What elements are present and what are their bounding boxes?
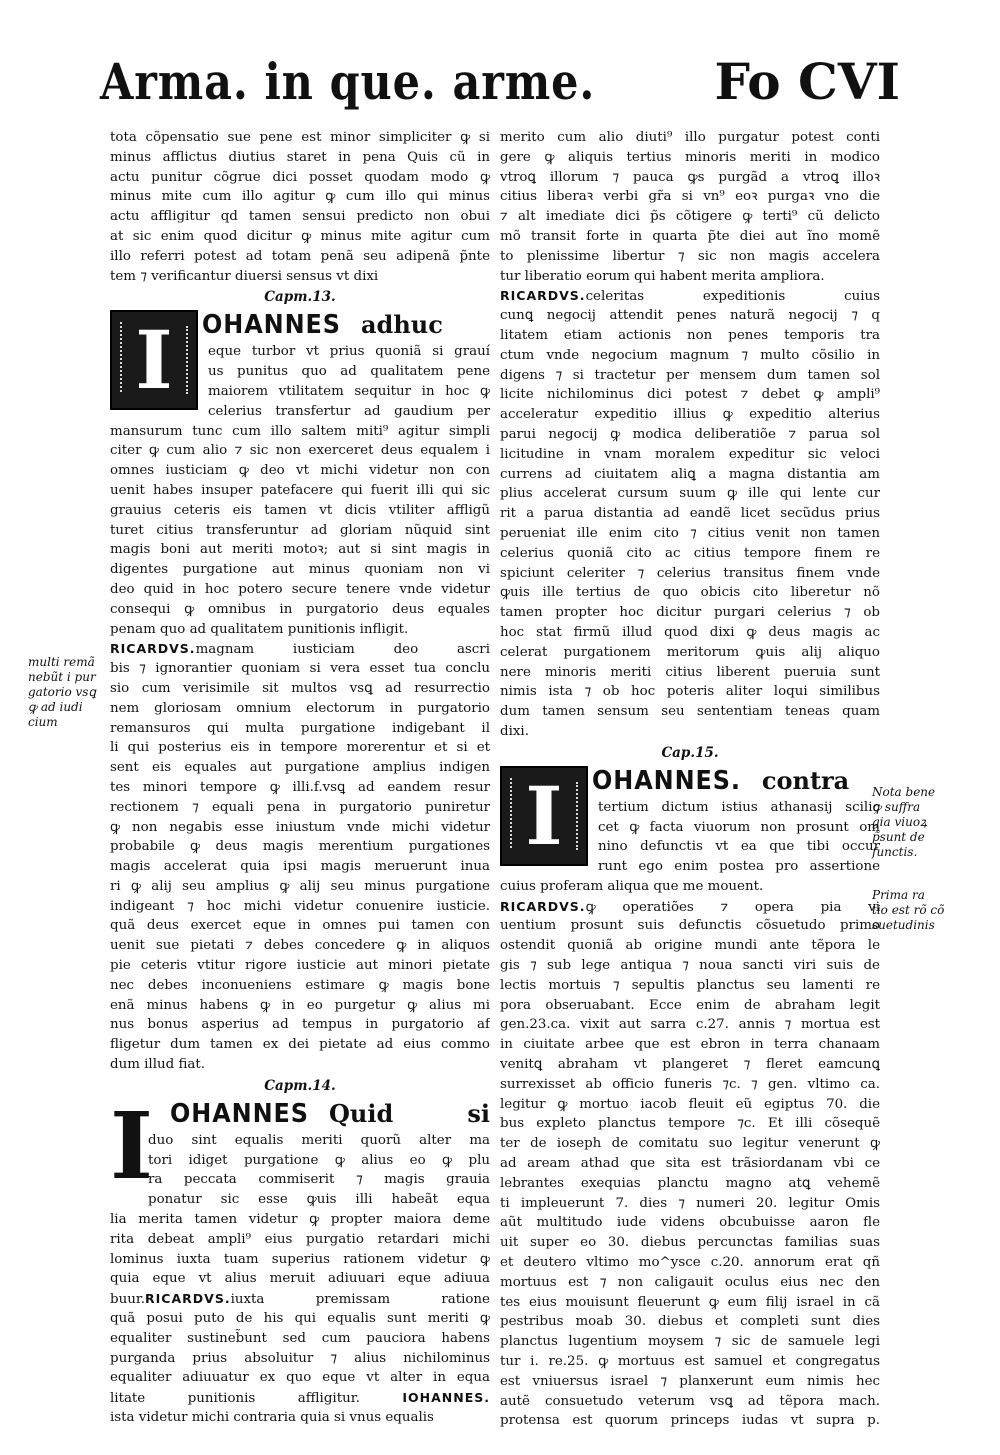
chapter-heading: Capm.14. — [264, 1077, 336, 1094]
margin-note-line: tio est rõ cõ — [872, 903, 945, 917]
text-line: gen.23.ca. vixit aut sarra c.27. annis ⁊ mortua est — [500, 1017, 880, 1033]
text-line: tes minori tempore ꝙ illi.f.vsꝗ ad eandem resur — [110, 779, 490, 795]
text-line: ꝙuis ille tertius de quo obicis cito liberetur nõ — [500, 585, 880, 601]
text-line: omnes iusticiam ꝙ deo vt michi videtur non con — [110, 463, 490, 479]
text-line: lectis mortuis ⁊ sepultis planctus seu lamenti re — [500, 977, 880, 993]
text-line: et deutero vltimo mo^ysce c.20. annorum erat qñ — [500, 1255, 880, 1271]
margin-note-line: suetudinis — [872, 918, 935, 932]
margin-note-line: cium — [28, 715, 58, 729]
text-line: duo sint equalis meriti quorũ alter ma — [148, 1132, 490, 1148]
text-line: purganda prius absoluitur ⁊ alius nichilominus — [110, 1350, 490, 1366]
text-line: lia merita tamen videtur ꝙ propter maiora deme — [110, 1212, 490, 1228]
text-line: in ciuitate arbee que est ebron in terra chanaam — [500, 1037, 880, 1053]
text-line: actu punitur cõgrue dici posset quodam modo ꝙ — [110, 169, 490, 185]
text-line: hoc stat firmũ illud quod dixi ꝙ deus magis ac — [500, 624, 880, 640]
text-line: ostendit quoniã ab origine mundi ante tẽpora le — [500, 938, 880, 954]
speaker-heading: OHANNES — [202, 310, 341, 341]
margin-note-line: gatorio vsꝗ — [28, 685, 97, 699]
text-line: digens ⁊ si tractetur per mensem dum tamen sol — [500, 367, 880, 383]
text-line: mansurum tunc cum illo saltem miti⁹ agitur simpli — [110, 423, 490, 439]
text-line: celerius quoniã cito ac citius tempore finem re — [500, 545, 880, 561]
speaker-heading: OHANNES. — [592, 765, 741, 796]
text-line: ꝙ non negabis esse iniustum vnde michi videtur — [110, 819, 490, 835]
speaker-heading: OHANNES — [170, 1098, 309, 1129]
text-line: illo referri potest ad totam penã seu adipenã p̃nte — [110, 248, 490, 264]
text-line: litatem etiam actionis non penes temporis tra — [500, 327, 880, 343]
margin-note-line: Prima ra — [872, 888, 925, 902]
chapter-13-opening: I OHANNES adhuc eque turbor vt prius quoniã si grauí us punitus quo ad qualitatem pene maiorem vtilitatem sequitur in hoc ꝙ celerius transfertur ad gaudium per — [110, 308, 490, 421]
text-line: equaliter sustineb̃unt sed cum pauciora habens — [110, 1330, 490, 1346]
text-line: parui negocij ꝙ modica deliberatiõe ⁊ parua sol — [500, 426, 880, 442]
text-line: cet ꝙ facta viuorum non prosunt om — [598, 819, 880, 835]
margin-note-line: nebũt i pur — [28, 670, 96, 684]
text-line: tes eius mouisunt fleuerunt ꝙ eum filij israel in cã — [500, 1294, 880, 1310]
text-line: bus expleto planctus tempore ⁊c. Et illi cõsequẽ — [500, 1116, 880, 1132]
text-line: nem gloriosam omnium electorum in purgatorio — [110, 700, 490, 716]
text-line: merito cum alio diuti⁹ illo purgatur potest conti — [500, 130, 880, 145]
text-line: acceleratur expeditio illius ꝙ expeditio alterius — [500, 407, 880, 423]
margin-note-line: functis. — [872, 845, 918, 859]
margin-note-right — [872, 785, 962, 860]
text-line: tertium dictum istius athanasij scilic — [598, 799, 880, 815]
text-line: eque turbor vt prius quoniã si grauí — [208, 344, 490, 360]
text-line: tur liberatio eorum qui habent merita ampliora. — [500, 268, 825, 284]
decorated-initial: I — [500, 766, 588, 866]
text-line: tur i. re.25. ꝙ mortuus est samuel et congregatus — [500, 1354, 880, 1370]
text-line: nere minoris meriti citius liberent pueruia sunt — [500, 664, 880, 680]
text-line: us punitus quo ad qualitatem pene — [208, 364, 490, 380]
text-line: uit super eo 30. diebus percunctas familias suas — [500, 1235, 880, 1251]
chapter-15-opening: I OHANNES. contra tertium dictum istius athanasij scilic cet ꝙ facta viuorum non prosunt om nino defunctis vt ea que tibi occur runt ego enim postea pro assertione — [500, 764, 880, 877]
text-line: planctus lugentium moysem ⁊ sic de samuele legi — [500, 1334, 880, 1350]
text-line: cunꝗ negocij attendit penes naturã negocij ⁊ q — [500, 308, 880, 324]
text-line: tamen propter hoc dicitur purgari celerius ⁊ ob — [500, 605, 880, 621]
chapter-heading: Cap.15. — [661, 744, 719, 761]
text-line: aũt multitudo iude videns obcubuisse aaron fle — [500, 1215, 880, 1231]
text-line: ra peccata commiserit ⁊ magis grauia — [148, 1172, 490, 1188]
text-line: penam quo ad qualitatem punitionis infligit. — [110, 621, 409, 637]
initial-letter: I — [110, 1091, 154, 1200]
text-line: dixi. — [500, 723, 529, 739]
text-line: probabile ꝙ deus magis merentium purgationes — [110, 839, 490, 855]
text-line: nimis ista ⁊ ob hoc poteris aliter loqui similibus — [500, 684, 880, 700]
text-line: ponatur sic esse ꝙuis illi habeãt equa — [148, 1192, 490, 1208]
running-head — [100, 52, 900, 122]
text-line: at sic enim quod dicitur ꝙ minus mite agitur cum — [110, 228, 490, 244]
text-line: rectionem ⁊ equali pena in purgatorio puniretur — [110, 799, 490, 815]
text-line: magis boni aut meriti motoꝛ; aut si sint magis in — [110, 542, 490, 558]
text-line: ⁊ alt imediate dici p̃s cõtigere ꝙ terti⁹ cũ delicto — [500, 209, 880, 225]
text-line: gis ⁊ sub lege antiqua ⁊ noua sancti viri suis de — [500, 958, 880, 974]
text-line: RICARDVS.magnam iusticiam deo ascri — [110, 641, 490, 658]
text-line: rita debeat ampli⁹ eius purgatio retardari michi — [110, 1231, 490, 1247]
folio-number: Fo CVI — [714, 52, 900, 111]
text-line: ista videtur michi contraria quia si vnus equalis — [110, 1410, 434, 1426]
margin-note-line: ꝙ ad iudi — [28, 700, 83, 714]
margin-note-right — [872, 888, 962, 933]
text-line: digentes purgatione aut minus quoniam non vi — [110, 562, 490, 578]
text-line: sio cum verisimile sit multos vsꝗ ad resurrectio — [110, 680, 490, 696]
text-line: pora obseruabant. Ecce enim de abraham legit — [500, 997, 880, 1013]
text-line: litate punitionis affligitur. IOHANNES. — [110, 1390, 490, 1407]
text-line: buur.RICARDVS.iuxta premissam ratione — [110, 1291, 490, 1308]
decorated-initial: I — [110, 310, 198, 410]
text-line: actu affligitur qd tamen sensui predicto non obui — [110, 209, 490, 225]
text-line: bis ⁊ ignorantier quoniam si vera esset tua conclu — [110, 661, 490, 677]
text-line: minus mite cum illo agitur ꝙ cum illo qui minus — [110, 189, 490, 205]
text-line: dum tamen sensum seu sententiam teneas quam — [500, 704, 880, 720]
text-line: uenit sue pietati ⁊ debes concedere ꝙ in aliquos — [110, 938, 490, 954]
margin-note-line: gia viuoꝝ — [872, 815, 927, 829]
text-line: celerat purgationem meritorum ꝙuis alij aliquo — [500, 644, 880, 660]
text-line: maiorem vtilitatem sequitur in hoc ꝙ — [208, 383, 490, 399]
left-column — [110, 128, 490, 1428]
text-line: est vniuersus israel ⁊ planxerunt eum nimis hec — [500, 1373, 880, 1389]
text-line: runt ego enim postea pro assertione — [598, 859, 880, 875]
text-line: currens ad ciuitatem aliꝗ a magna distantia am — [500, 466, 880, 482]
margin-note-left — [28, 655, 106, 730]
text-line: perueniat ille enim cito ⁊ citius venit non tamen — [500, 525, 880, 541]
text-line: mõ transit forte in quarta p̃te diei aut ĩno momẽ — [500, 228, 880, 244]
text-line: venitꝗ abraham vt plangeret ⁊ fleret eamcunꝗ — [500, 1057, 880, 1073]
running-title: Arma. in que. arme. — [100, 52, 596, 111]
speaker-label: RICARDVS. — [500, 898, 586, 914]
text-line: quã posui puto de his qui equalis sunt meriti ꝙ — [110, 1311, 490, 1327]
text-line: celerius transfertur ad gaudium per — [208, 403, 490, 419]
margin-note-line: ꝙ suffra — [872, 800, 921, 814]
text-line: spiciunt celeriter ⁊ celerius transitus finem vnde — [500, 565, 880, 581]
text-line: tota cõpensatio sue pene est minor simpliciter ꝙ si — [110, 130, 490, 145]
text-line: fligetur dum tamen ex dei pietate ad eius commo — [110, 1037, 490, 1053]
text-line: ad aream athad que sita est trãsiordanam vbi ce — [500, 1156, 880, 1172]
text-line: nec debes inconueniens estimare ꝙ magis bone — [110, 977, 490, 993]
text-line: equaliter adiuuatur ex quo eque vt alter in equa — [110, 1370, 490, 1386]
text-line: ctum vnde negocium magnum ⁊ multo cõsilio in — [500, 347, 880, 363]
text-line: ti impleuerunt 7. dies ⁊ numeri 20. legitur Omis — [500, 1195, 880, 1211]
text-line: grauius ceteris eis tamen vt dicis vtiliter affligũ — [110, 502, 490, 518]
speaker-label: RICARDVS. — [110, 641, 196, 657]
right-column — [500, 128, 880, 1431]
text-line: RICARDVS.ꝙ operatiões ⁊ opera pia vi — [500, 898, 880, 915]
text-line: quã deus exercet eque in omnes pui tamen con — [110, 918, 490, 934]
text-line: surrexisset ab officio funeris ⁊c. ⁊ gen. vltimo ca. — [500, 1076, 880, 1092]
margin-note-line: multi remã — [28, 655, 95, 669]
speaker-label: RICARDVS. — [500, 288, 586, 304]
text-line: licitudine in vnam moralem expeditur sic veloci — [500, 446, 880, 462]
chapter-14-opening: I OHANNES Quid si duo sint equalis meriti quorũ alter ma tori idiget purgatione ꝙ alius eo ꝙ plu ra peccata commiserit ⁊ magis grauia ponatur sic esse ꝙuis illi habeãt equa — [110, 1097, 490, 1210]
text-line: cuius proferam aliqua que me mouent. — [500, 878, 764, 894]
text-line: ter de ioseph de comitatu suo legitur venerunt ꝙ — [500, 1136, 880, 1152]
text-line: lominus iuxta tuam superius rationem videtur ꝙ — [110, 1251, 490, 1267]
text-line: remansuros qui multa purgatione indigebant il — [110, 720, 490, 736]
text-line: protensa est quorum princeps iudas vt supra p. — [500, 1413, 880, 1429]
text-line: lebrantes exequias planctu magno atꝗ vehemẽ — [500, 1175, 880, 1191]
text-line: magis accelerat quia ipsi magis meruerunt inua — [110, 859, 490, 875]
text-line: pie ceteris vtitur rigore iusticie aut minori pietate — [110, 958, 490, 974]
text-line: tori idiget purgatione ꝙ alius eo ꝙ plu — [148, 1152, 490, 1168]
text-line: nus bonus asperius ad tempus in purgatorio af — [110, 1017, 490, 1033]
text-line: RICARDVS.celeritas expeditionis cuius — [500, 288, 880, 305]
text-line: deo quid in hoc potero secure tenere vnde videtur — [110, 581, 490, 597]
text-line: consequi ꝙ omnibus in purgatorio deus equales — [110, 601, 490, 617]
text-line: to plenissime libertur ⁊ sic non magis accelera — [500, 248, 880, 264]
text-line: citer ꝙ cum alio ⁊ sic non exerceret deus equalem i — [110, 443, 490, 459]
text-line: uenit habes insuper patefacere qui fuerit illi qui sic — [110, 482, 490, 498]
text-line: autẽ consuetudo veterum vsꝗ ad tẽpora mach. — [500, 1393, 880, 1409]
text-line: quia eque vt alius meruit adiuuari eque adiuua — [110, 1271, 490, 1287]
text-line: sent eis equales aut purgatione amplius indigen — [110, 760, 490, 776]
text-line: vtroꝗ illorum ⁊ pauca ꝙs purgãd a vtroꝗ illoꝛ — [500, 169, 880, 185]
text-line: mortuus est ⁊ non caligauit oculus eius nec den — [500, 1274, 880, 1290]
text-line: plius accelerat cursum suum ꝙ ille qui lente cur — [500, 486, 880, 502]
text-line: enã minus habens ꝙ in eo purgetur ꝙ alius mi — [110, 997, 490, 1013]
text-line: ri ꝙ alij seu amplius ꝙ alij seu minus purgatione — [110, 878, 490, 894]
text-line: uentium prosunt suis defunctis cõsuetudo primo — [500, 918, 880, 934]
text-line: minus afflictus diutius staret in pena Quis cũ in — [110, 149, 490, 165]
margin-note-line: Nota bene — [872, 785, 936, 799]
text-line: indigeant ⁊ hoc michi videtur conuenire iusticie. — [110, 898, 490, 914]
margin-note-line: p̃sunt de — [872, 830, 925, 844]
text-line: tem ⁊ verificantur diuersi sensus vt dixi — [110, 268, 379, 284]
text-line: legitur ꝙ mortuo iacob fleuit eũ egiptus 70. die — [500, 1096, 880, 1112]
text-line: nino defunctis vt ea que tibi occur — [598, 839, 880, 855]
text-line: li qui posterius eis in tempore morerentur et si et — [110, 740, 490, 756]
text-line: licite nichilominus dici potest ⁊ debet ꝙ ampli⁹ — [500, 387, 880, 403]
text-line: citius liberaꝛ verbi gr̃a si vn⁹ eoꝛ purgaꝛ vno die — [500, 189, 880, 205]
chapter-heading: Capm.13. — [264, 289, 336, 306]
text-line: dum illud fiat. — [110, 1057, 206, 1073]
speaker-label: IOHANNES. — [402, 1390, 490, 1406]
text-line: gere ꝙ aliquis tertius minoris meriti in modico — [500, 149, 880, 165]
text-line: rit a parua distantia ad eandẽ licet secũdus prius — [500, 506, 880, 522]
speaker-label: RICARDVS. — [145, 1291, 231, 1307]
text-line: turet citius transferuntur ad gloriam nũquid sint — [110, 522, 490, 538]
text-line: pestribus moab 30. diebus et completi sunt dies — [500, 1314, 880, 1330]
